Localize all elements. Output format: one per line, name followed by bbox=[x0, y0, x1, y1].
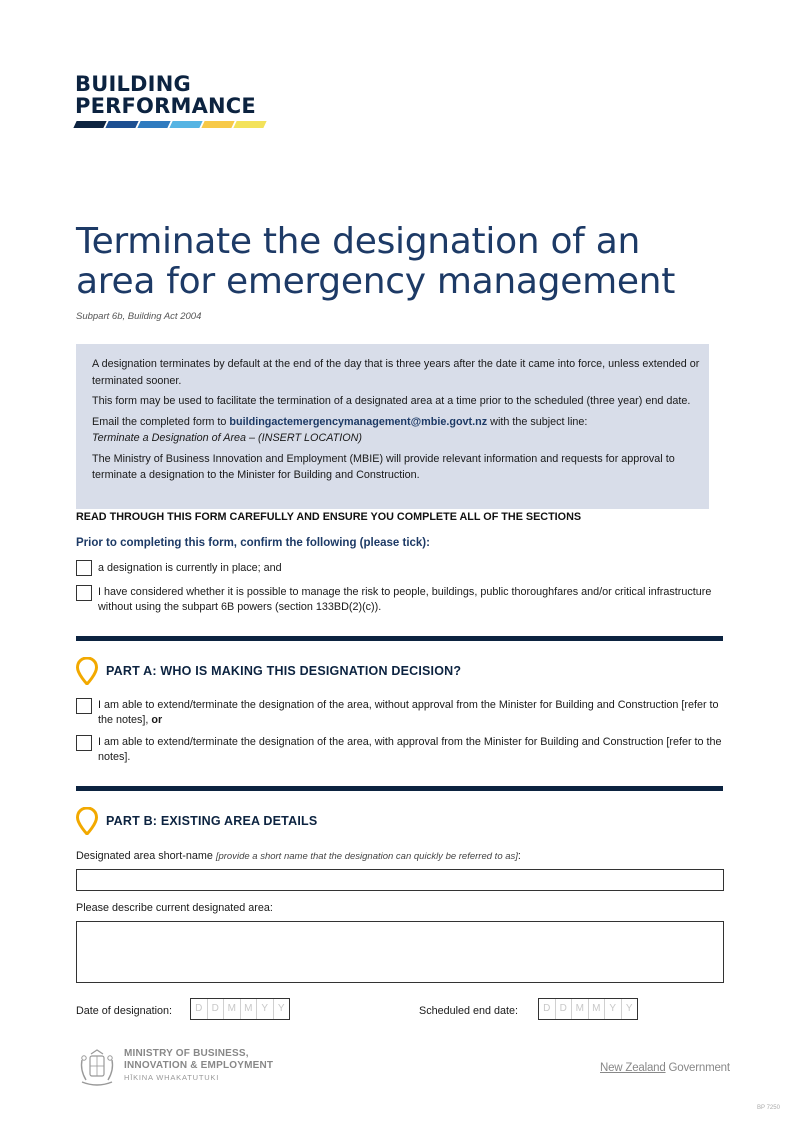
logo-bar-segment bbox=[201, 121, 234, 128]
short-name-input[interactable] bbox=[76, 869, 724, 891]
date-cell[interactable]: D bbox=[556, 999, 573, 1019]
scheduled-end-date-label: Scheduled end date: bbox=[419, 1005, 519, 1017]
describe-area-label: Please describe current designated area: bbox=[76, 902, 273, 914]
date-of-designation-label: Date of designation: bbox=[76, 1005, 173, 1017]
intro-paragraph-3 bbox=[92, 414, 702, 447]
mbie-text bbox=[124, 1048, 273, 1084]
date-cell[interactable]: M bbox=[572, 999, 589, 1019]
short-name-label bbox=[76, 850, 521, 862]
email-subject-line: Terminate a Designation of Area – (INSERT LOCATION) bbox=[92, 432, 363, 444]
nz-government-logo bbox=[600, 1062, 730, 1074]
short-name-colon: : bbox=[517, 850, 521, 862]
part-a-option-2: I am able to extend/terminate the designation of the area, with approval from the Minister for Building and Construction [refer to the notes]. bbox=[98, 736, 722, 763]
part-a-option-1 bbox=[98, 698, 726, 728]
date-cell[interactable]: D bbox=[539, 999, 556, 1019]
prior-confirmation-heading: Prior to completing this form, confirm the following (please tick): bbox=[76, 537, 430, 549]
date-cell[interactable]: Y bbox=[277, 1003, 285, 1014]
section-divider-b bbox=[76, 786, 723, 791]
describe-area-textarea[interactable] bbox=[76, 921, 724, 983]
logo-bar-segment bbox=[105, 121, 138, 128]
intro-paragraph-2: This form may be used to facilitate the termination of a designated area at a time prior to the scheduled (three year) end date. bbox=[92, 395, 691, 407]
logo-bar-segment bbox=[137, 121, 170, 128]
confirm-row-2 bbox=[76, 585, 726, 615]
title-line-1: Terminate the designation of an bbox=[76, 221, 640, 262]
part-a-option-1-or: or bbox=[151, 714, 163, 726]
confirm-text-2: I have considered whether it is possible to manage the risk to people, buildings, public thoroughfares and/or critical infrastructure without using the subpart 6B powers (section 133BD(2)(c)). bbox=[98, 586, 712, 613]
logo-line-2: PERFORMANCE bbox=[75, 94, 256, 118]
intro-paragraph-1: A designation terminates by default at the end of the day that is three years after the date it came into force, unless extended or terminated sooner. bbox=[92, 358, 700, 387]
short-name-hint: [provide a short name that the designation can quickly be referred to as] bbox=[215, 851, 518, 862]
page-title bbox=[76, 222, 736, 302]
part-a-option-1-text: I am able to extend/terminate the designation of the area, without approval from the Minister for Building and Construction [refer to the notes], bbox=[98, 699, 719, 726]
short-name-label-text: Designated area short-name bbox=[76, 850, 216, 862]
logo-line-1: BUILDING bbox=[75, 72, 191, 96]
read-through-instruction: READ THROUGH THIS FORM CAREFULLY AND ENSURE YOU COMPLETE ALL OF THE SECTIONS bbox=[76, 511, 582, 523]
section-divider-a bbox=[76, 636, 723, 641]
nz-government-part-1: New Zealand bbox=[600, 1062, 666, 1074]
date-cell[interactable]: D bbox=[208, 999, 225, 1019]
part-a-option-row-1 bbox=[76, 698, 726, 728]
location-pin-icon bbox=[76, 657, 98, 685]
intro-email-suffix: with the subject line: bbox=[487, 415, 588, 428]
mbie-line-1: MINISTRY OF BUSINESS, bbox=[124, 1048, 249, 1059]
logo-color-bar bbox=[75, 121, 265, 128]
confirm-text-1: a designation is currently in place; and bbox=[98, 562, 282, 574]
nz-government-part-2: Government bbox=[665, 1062, 730, 1074]
part-a-checkbox-2[interactable] bbox=[76, 735, 92, 751]
mbie-line-2: INNOVATION & EMPLOYMENT bbox=[124, 1059, 274, 1071]
confirm-checkbox-1[interactable] bbox=[76, 560, 92, 576]
logo-bar-segment bbox=[73, 121, 106, 128]
part-a-checkbox-1[interactable] bbox=[76, 698, 92, 714]
mbie-line-3: HĪKINA WHAKATUTUKI bbox=[124, 1073, 220, 1082]
title-line-2: area for emergency management bbox=[76, 261, 676, 302]
date-cell[interactable]: Y bbox=[605, 999, 622, 1019]
part-a-title: PART A: WHO IS MAKING THIS DESIGNATION DECISION? bbox=[106, 664, 462, 678]
confirm-checkbox-2[interactable] bbox=[76, 585, 92, 601]
location-pin-icon bbox=[76, 807, 98, 835]
date-cell[interactable]: Y bbox=[257, 999, 274, 1019]
date-cell[interactable]: M bbox=[224, 999, 241, 1019]
logo-bar-segment bbox=[233, 121, 266, 128]
part-a-option-row-2 bbox=[76, 735, 726, 765]
page-subtitle: Subpart 6b, Building Act 2004 bbox=[76, 311, 202, 322]
date-cell[interactable]: Y bbox=[625, 1003, 633, 1014]
intro-box bbox=[76, 344, 709, 509]
building-performance-logo bbox=[75, 73, 265, 128]
part-b-title: PART B: EXISTING AREA DETAILS bbox=[106, 814, 318, 828]
email-link[interactable]: buildingactemergencymanagement@mbie.govt.nz bbox=[229, 415, 488, 428]
intro-email-prefix: Email the completed form to bbox=[92, 415, 230, 428]
form-code: BP 7250 bbox=[757, 1105, 780, 1111]
date-cell[interactable]: M bbox=[589, 999, 606, 1019]
intro-paragraph-4: The Ministry of Business Innovation and Employment (MBIE) will provide relevant information and requests for approval to terminate a designation to the Minister for Building and Construction. bbox=[92, 452, 675, 481]
part-a-header bbox=[76, 657, 461, 685]
date-of-designation-input[interactable] bbox=[190, 998, 290, 1020]
logo-bar-segment bbox=[169, 121, 202, 128]
date-cell[interactable]: D bbox=[191, 999, 208, 1019]
date-cell[interactable]: M bbox=[241, 999, 258, 1019]
mbie-logo bbox=[78, 1048, 273, 1088]
coat-of-arms-icon bbox=[78, 1048, 116, 1088]
scheduled-end-date-input[interactable] bbox=[538, 998, 638, 1020]
confirm-row-1 bbox=[76, 560, 726, 576]
part-b-header bbox=[76, 807, 317, 835]
